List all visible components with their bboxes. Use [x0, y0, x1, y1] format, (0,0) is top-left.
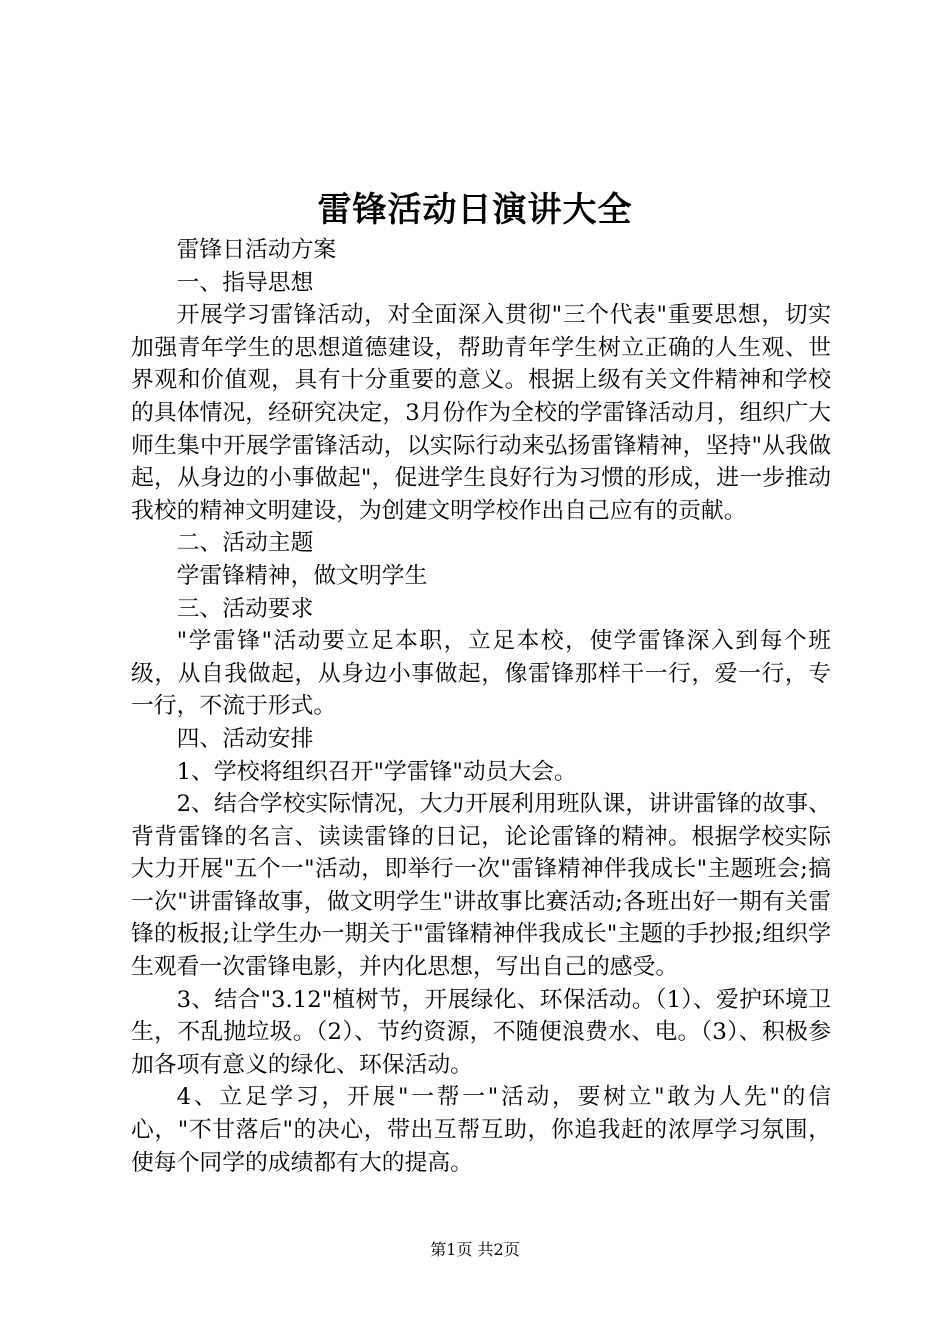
- arrangement-item-4: 4、立足学习，开展"一帮一"活动，要树立"敢为人先"的信心，"不甘落后"的决心，带出互帮互助，你追我赶的浓厚学习氛围，使每个同学的成绩都有大的提高。: [131, 1084, 831, 1176]
- section-heading-plan: 雷锋日活动方案: [176, 237, 337, 263]
- document-body: [131, 234, 831, 1179]
- paragraph-requirements: "学雷锋"活动要立足本职，立足本校，使学雷锋深入到每个班级，从自我做起，从身边小事做起，像雷锋那样干一行，爱一行，专一行，不流于形式。: [131, 628, 831, 720]
- section-heading-arrangements: 四、活动安排: [176, 725, 314, 752]
- section-heading-requirements: 三、活动要求: [176, 595, 314, 622]
- arrangement-item-1: 1、学校将组织召开"学雷锋"动员大会。: [176, 758, 577, 785]
- document-title: 雷锋活动日演讲大全: [317, 190, 633, 230]
- arrangement-item-3: 3、结合"3.12"植树节，开展绿化、环保活动。（1）、爱护环境卫生，不乱抛垃圾。（2）、节约资源，不随便浪费水、电。（3）、积极参加各项有意义的绿化、环保活动。: [131, 986, 831, 1078]
- paragraph-theme: 学雷锋精神，做文明学生: [176, 562, 428, 589]
- page-footer: 第1页 共2页: [430, 1240, 520, 1259]
- paragraph-guiding-thought: 开展学习雷锋活动，对全面深入贯彻"三个代表"重要思想，切实加强青年学生的思想道德建设，帮助青年学生树立正确的人生观、世界观和价值观，具有十分重要的意义。根据上级有关文件精神和学校的具体情况，经研究决定，3月份作为全校的学雷锋活动月，组织广大师生集中开展学雷锋活动，以实际行动来弘扬雷锋精神，坚持"从我做起，从身边的小事做起"，促进学生良好行为习惯的形成，进一步推动我校的精神文明建设，为创建文明学校作出自己应有的贡献。: [131, 302, 831, 524]
- arrangement-item-2: 2、结合学校实际情况，大力开展利用班队课，讲讲雷锋的故事、背背雷锋的名言、读读雷锋的日记，论论雷锋的精神。根据学校实际大力开展"五个一"活动，即举行一次"雷锋精神伴我成长"主题班会;搞一次"讲雷锋故事，做文明学生"讲故事比赛活动;各班出好一期有关雷锋的板报;让学生办一期关于"雷锋精神伴我成长"主题的手抄报;组织学生观看一次雷锋电影，并内化思想，写出自己的感受。: [131, 791, 831, 981]
- section-heading-theme: 二、活动主题: [176, 530, 314, 557]
- section-heading-guiding-thought: 一、指导思想: [176, 269, 314, 296]
